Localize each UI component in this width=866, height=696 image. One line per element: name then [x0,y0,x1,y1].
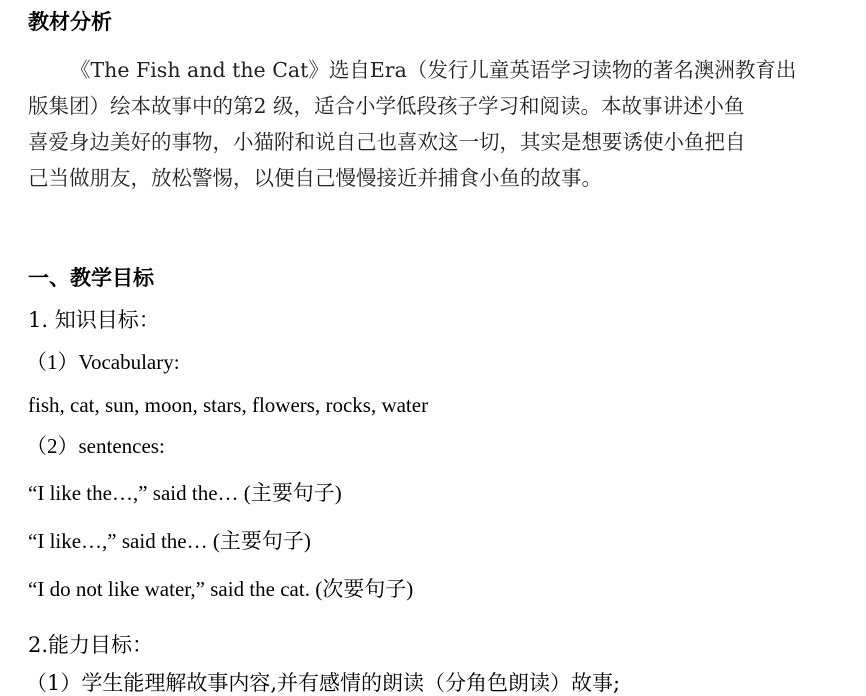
paragraph-line-1: 《The Fish and the Cat》选自Era（发行儿童英语学习读物的著名澳洲教育出 [70,58,797,82]
ability-goal-1: （1）学生能理解故事内容,并有感情的朗读（分角色朗读）故事; [26,671,621,695]
sentences-heading: （2）sentences: [26,434,165,458]
sentence-pattern-1: “I like the…,” said the… (主要句子) [28,481,342,505]
sentence-pattern-3: “I do not like water,” said the cat. (次要句子) [28,577,414,601]
paragraph-line-3: 喜爱身边美好的事物，小猫附和说自己也喜欢这一切，其实是想要诱使小鱼把自 [28,130,746,154]
vocabulary-list: fish, cat, sun, moon, stars, flowers, rocks, water [28,393,429,417]
ability-goals-heading: 2.能力目标： [28,633,154,657]
teaching-goals-heading: 一、教学目标 [28,265,154,290]
material-analysis-paragraph [28,52,858,196]
material-analysis-heading: 教材分析 [28,9,112,34]
vocabulary-heading: （1）Vocabulary: [26,350,180,374]
paragraph-line-2: 版集团）绘本故事中的第2 级，适合小学低段孩子学习和阅读。本故事讲述小鱼 [28,94,745,118]
knowledge-goals-heading: 1. 知识目标： [28,308,160,332]
paragraph-line-4: 己当做朋友，放松警惕，以便自己慢慢接近并捕食小鱼的故事。 [28,166,602,190]
sentence-pattern-2: “I like…,” said the… (主要句子) [28,529,311,553]
